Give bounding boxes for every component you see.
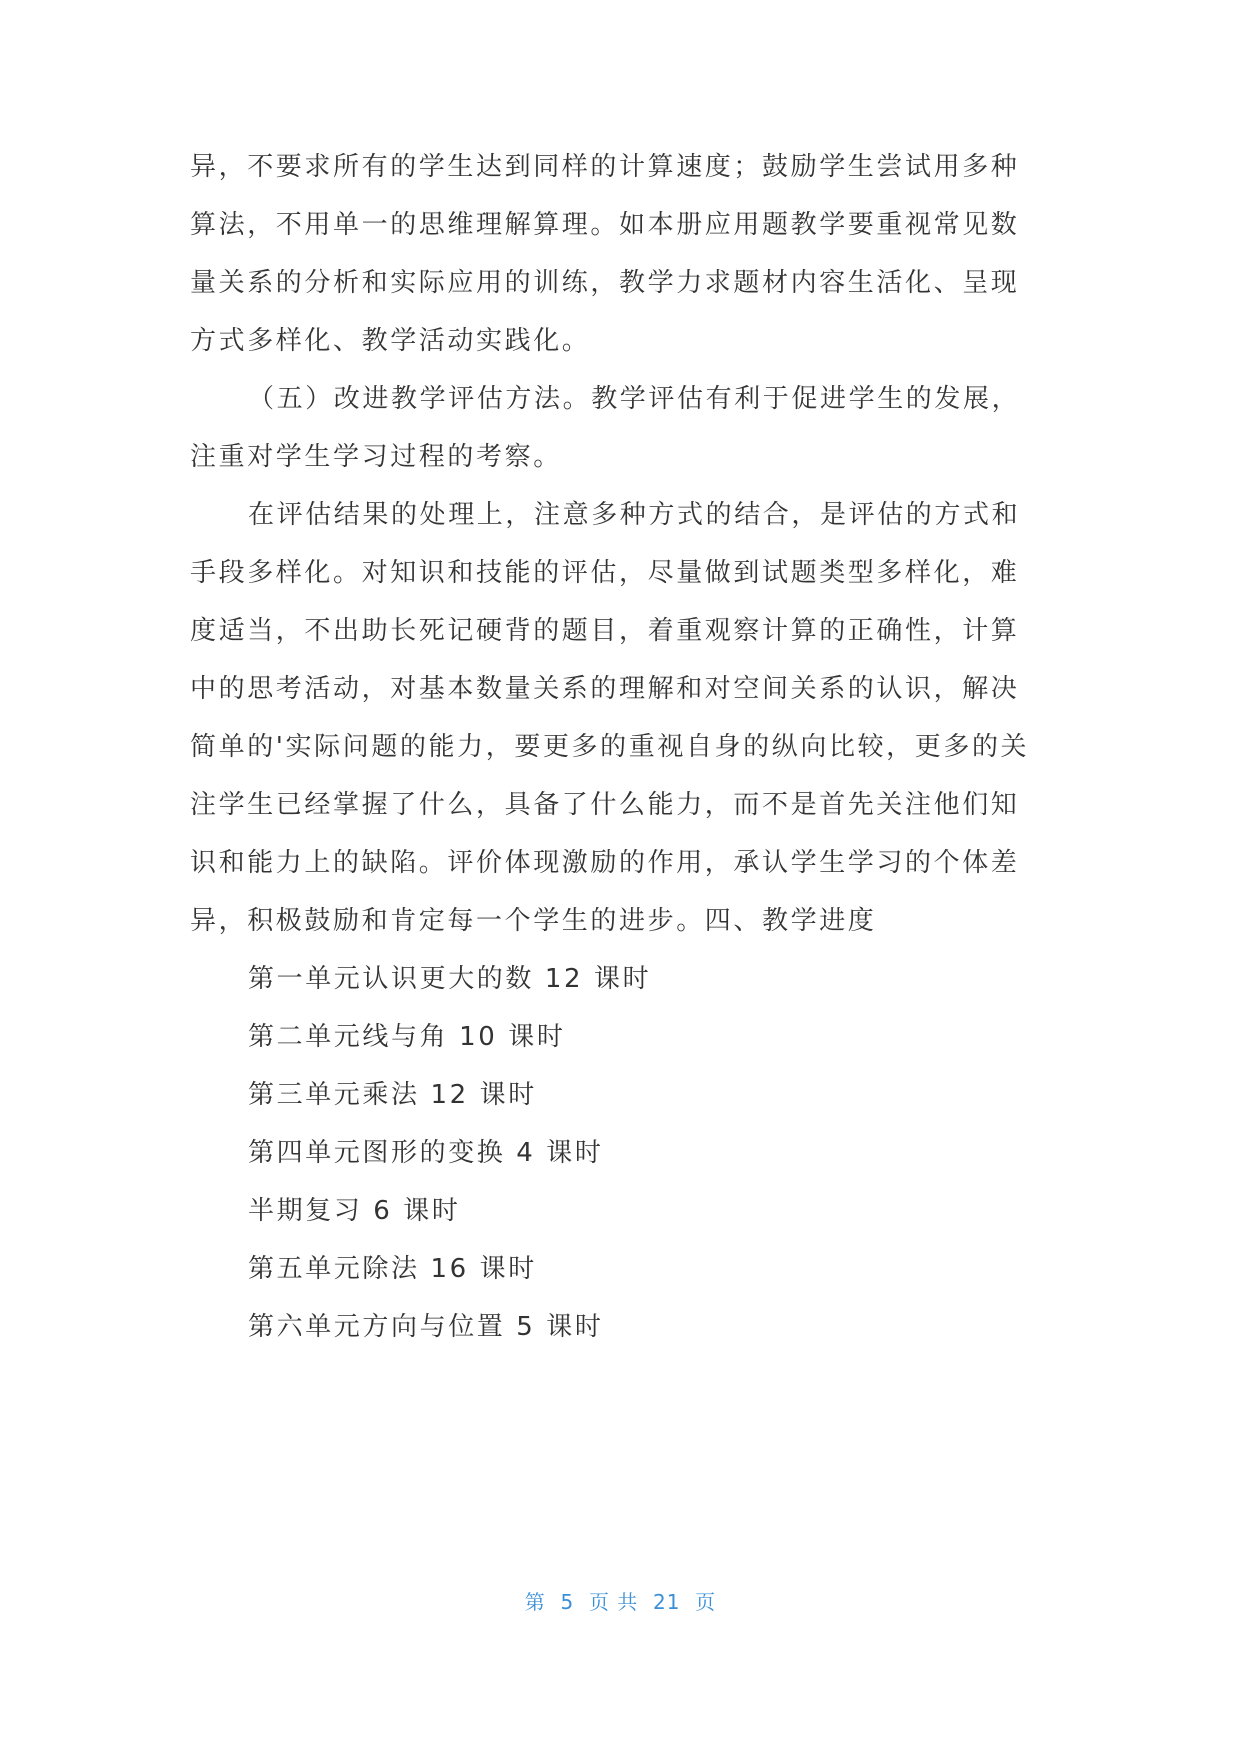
text-line: 注重对学生学习过程的考察。 (190, 442, 562, 472)
schedule-item: 第五单元除法 16 课时 (248, 1254, 537, 1284)
text-line: 识和能力上的缺陷。评价体现激励的作用，承认学生学习的个体差 (190, 848, 1020, 878)
text-line: 度适当，不出助长死记硬背的题目，着重观察计算的正确性，计算 (190, 616, 1020, 646)
text-line: 异，不要求所有的学生达到同样的计算速度；鼓励学生尝试用多种 (190, 152, 1020, 182)
text-line: 算法，不用单一的思维理解算理。如本册应用题教学要重视常见数 (190, 210, 1020, 240)
schedule-item: 第四单元图形的变换 4 课时 (248, 1138, 604, 1168)
text-line: 注学生已经掌握了什么，具备了什么能力，而不是首先关注他们知 (190, 790, 1020, 820)
schedule-item: 第六单元方向与位置 5 课时 (248, 1312, 604, 1342)
text-line: 方式多样化、教学活动实践化。 (190, 326, 591, 356)
text-line: 手段多样化。对知识和技能的评估，尽量做到试题类型多样化，难 (190, 558, 1020, 588)
schedule-item: 半期复习 6 课时 (248, 1196, 461, 1226)
text-line: 异，积极鼓励和肯定每一个学生的进步。四、教学进度 (190, 906, 877, 936)
schedule-item: 第三单元乘法 12 课时 (248, 1080, 537, 1110)
page-number-footer: 第 5 页 共 21 页 (524, 1590, 717, 1614)
schedule-item: 第二单元线与角 10 课时 (248, 1022, 566, 1052)
text-line: （五）改进教学评估方法。教学评估有利于促进学生的发展， (248, 384, 1021, 414)
text-line: 简单的'实际问题的能力，要更多的重视自身的纵向比较，更多的关 (190, 732, 1030, 762)
schedule-item: 第一单元认识更大的数 12 课时 (248, 964, 652, 994)
text-line: 中的思考活动，对基本数量关系的理解和对空间关系的认识，解决 (190, 674, 1020, 704)
text-line: 量关系的分析和实际应用的训练，教学力求题材内容生活化、呈现 (190, 268, 1020, 298)
text-line: 在评估结果的处理上，注意多种方式的结合，是评估的方式和 (248, 500, 1021, 530)
